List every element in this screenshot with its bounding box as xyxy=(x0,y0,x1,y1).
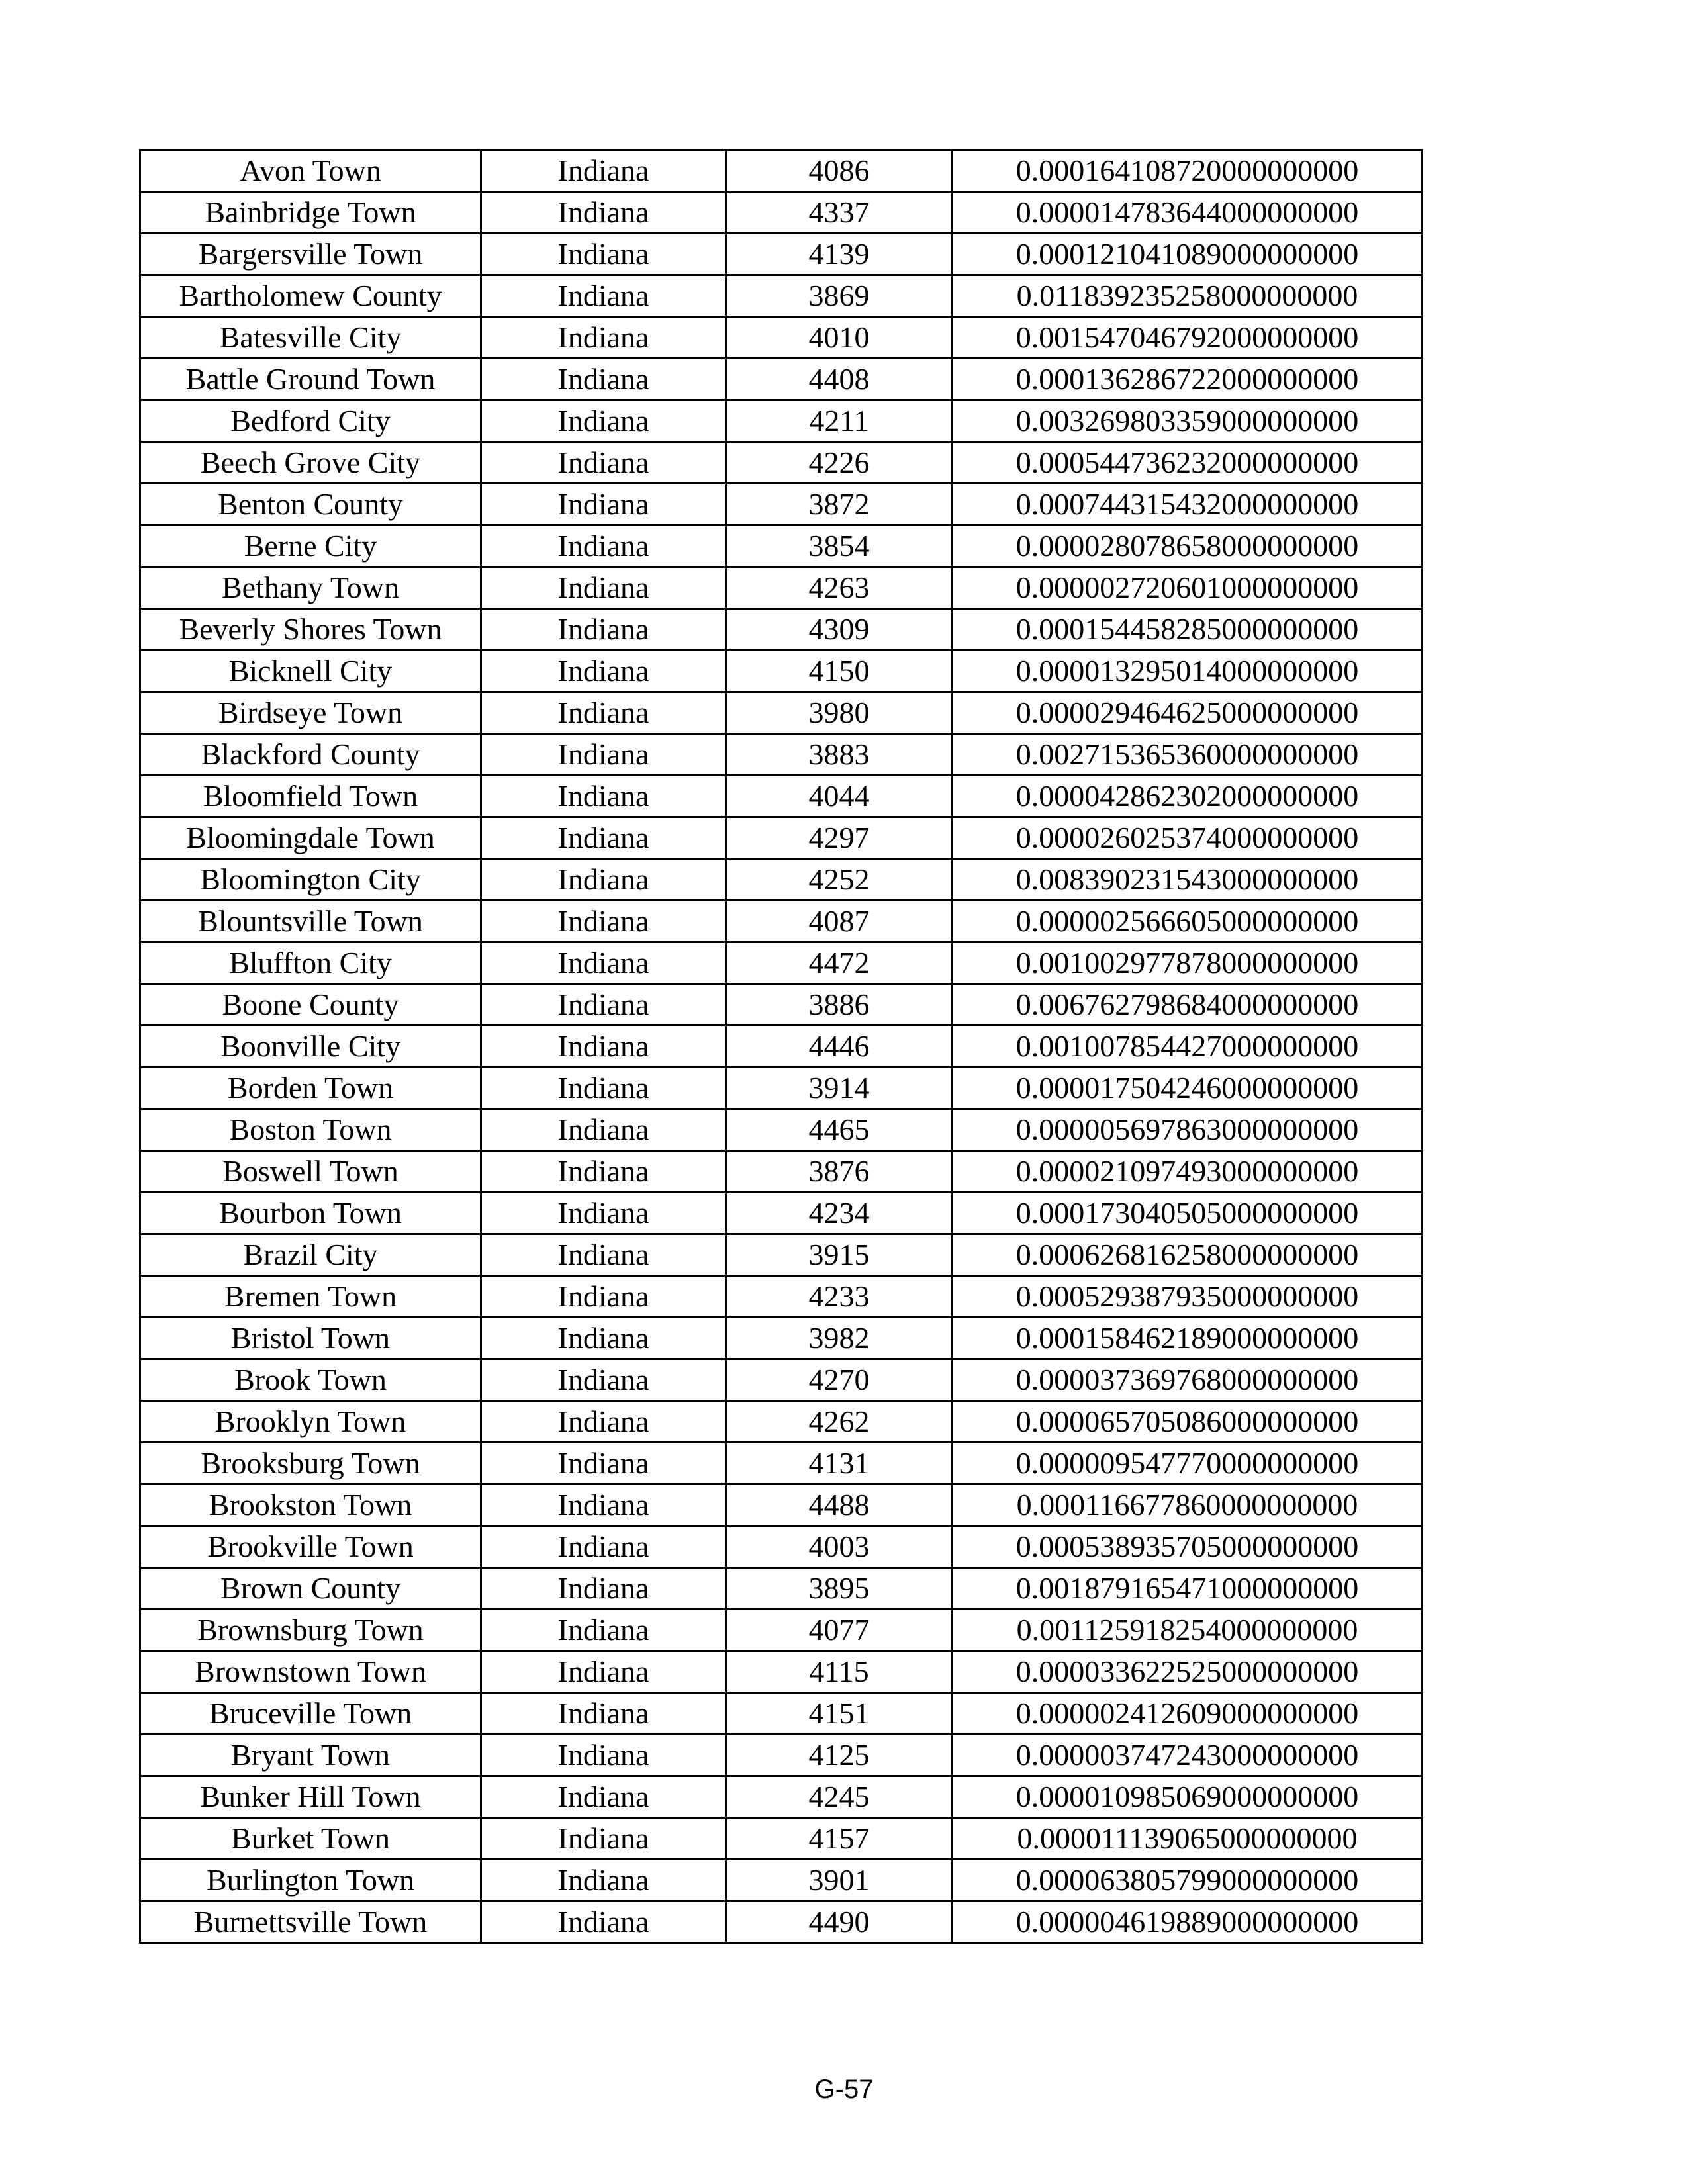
allocation-cell: 0.001125918254000000000 xyxy=(953,1610,1423,1651)
allocation-cell: 0.000063805799000000000 xyxy=(953,1860,1423,1901)
table-row xyxy=(140,817,1423,859)
state-cell: Indiana xyxy=(481,317,726,359)
table-row xyxy=(140,317,1423,359)
allocation-cell: 0.000017504246000000000 xyxy=(953,1068,1423,1109)
allocation-cell: 0.000173040505000000000 xyxy=(953,1193,1423,1234)
table-row xyxy=(140,1526,1423,1568)
state-cell: Indiana xyxy=(481,1818,726,1860)
entity-name-cell: Batesville City xyxy=(140,317,481,359)
state-cell: Indiana xyxy=(481,1484,726,1526)
id-cell: 3854 xyxy=(726,525,953,567)
id-cell: 4263 xyxy=(726,567,953,609)
allocation-cell: 0.001007854427000000000 xyxy=(953,1026,1423,1068)
allocation-cell: 0.008390231543000000000 xyxy=(953,859,1423,901)
entity-name-cell: Brazil City xyxy=(140,1234,481,1276)
state-cell: Indiana xyxy=(481,1318,726,1359)
state-cell: Indiana xyxy=(481,1443,726,1484)
id-cell: 4270 xyxy=(726,1359,953,1401)
state-cell: Indiana xyxy=(481,1068,726,1109)
state-cell: Indiana xyxy=(481,1193,726,1234)
allocation-cell: 0.000010985069000000000 xyxy=(953,1776,1423,1818)
state-cell: Indiana xyxy=(481,734,726,776)
id-cell: 4115 xyxy=(726,1651,953,1693)
allocation-cell: 0.011839235258000000000 xyxy=(953,275,1423,317)
allocation-cell: 0.001547046792000000000 xyxy=(953,317,1423,359)
state-cell: Indiana xyxy=(481,1151,726,1193)
table-row xyxy=(140,400,1423,442)
id-cell: 3895 xyxy=(726,1568,953,1610)
entity-name-cell: Brownstown Town xyxy=(140,1651,481,1693)
table-row xyxy=(140,859,1423,901)
allocation-cell: 0.000544736232000000000 xyxy=(953,442,1423,484)
state-cell: Indiana xyxy=(481,1610,726,1651)
entity-name-cell: Bruceville Town xyxy=(140,1693,481,1735)
id-cell: 4490 xyxy=(726,1901,953,1943)
allocation-cell: 0.000014783644000000000 xyxy=(953,192,1423,234)
id-cell: 4151 xyxy=(726,1693,953,1735)
id-cell: 4077 xyxy=(726,1610,953,1651)
id-cell: 4337 xyxy=(726,192,953,234)
entity-name-cell: Bargersville Town xyxy=(140,234,481,275)
entity-name-cell: Bainbridge Town xyxy=(140,192,481,234)
allocation-cell: 0.000744315432000000000 xyxy=(953,484,1423,525)
entity-name-cell: Bryant Town xyxy=(140,1735,481,1776)
allocation-cell: 0.000529387935000000000 xyxy=(953,1276,1423,1318)
state-cell: Indiana xyxy=(481,1276,726,1318)
table-row xyxy=(140,1484,1423,1526)
state-cell: Indiana xyxy=(481,1026,726,1068)
id-cell: 4446 xyxy=(726,1026,953,1068)
table-row xyxy=(140,984,1423,1026)
table-row xyxy=(140,1860,1423,1901)
allocation-cell: 0.000538935705000000000 xyxy=(953,1526,1423,1568)
allocation-cell: 0.000033622525000000000 xyxy=(953,1651,1423,1693)
entity-name-cell: Bloomingdale Town xyxy=(140,817,481,859)
allocation-cell: 0.000009547770000000000 xyxy=(953,1443,1423,1484)
table-body xyxy=(140,150,1423,1943)
table-row xyxy=(140,651,1423,692)
state-cell: Indiana xyxy=(481,1901,726,1943)
id-cell: 4211 xyxy=(726,400,953,442)
state-cell: Indiana xyxy=(481,692,726,734)
state-cell: Indiana xyxy=(481,1401,726,1443)
allocation-cell: 0.000158462189000000000 xyxy=(953,1318,1423,1359)
state-cell: Indiana xyxy=(481,275,726,317)
table-row xyxy=(140,442,1423,484)
entity-name-cell: Boswell Town xyxy=(140,1151,481,1193)
id-cell: 4157 xyxy=(726,1818,953,1860)
allocation-cell: 0.000121041089000000000 xyxy=(953,234,1423,275)
entity-name-cell: Beverly Shores Town xyxy=(140,609,481,651)
allocation-cell: 0.000013295014000000000 xyxy=(953,651,1423,692)
table-row xyxy=(140,1818,1423,1860)
id-cell: 4086 xyxy=(726,150,953,192)
entity-name-cell: Brooklyn Town xyxy=(140,1401,481,1443)
table-row xyxy=(140,1359,1423,1401)
state-cell: Indiana xyxy=(481,651,726,692)
id-cell: 4408 xyxy=(726,359,953,400)
entity-name-cell: Blackford County xyxy=(140,734,481,776)
id-cell: 4044 xyxy=(726,776,953,817)
state-cell: Indiana xyxy=(481,1359,726,1401)
id-cell: 4150 xyxy=(726,651,953,692)
table-row xyxy=(140,1735,1423,1776)
id-cell: 4297 xyxy=(726,817,953,859)
state-cell: Indiana xyxy=(481,942,726,984)
id-cell: 4245 xyxy=(726,1776,953,1818)
id-cell: 4087 xyxy=(726,901,953,942)
id-cell: 4309 xyxy=(726,609,953,651)
table-row xyxy=(140,567,1423,609)
table-row xyxy=(140,1693,1423,1735)
entity-name-cell: Benton County xyxy=(140,484,481,525)
entity-name-cell: Blountsville Town xyxy=(140,901,481,942)
id-cell: 3876 xyxy=(726,1151,953,1193)
entity-name-cell: Bloomington City xyxy=(140,859,481,901)
id-cell: 3982 xyxy=(726,1318,953,1359)
table-row xyxy=(140,234,1423,275)
allocation-cell: 0.002715365360000000000 xyxy=(953,734,1423,776)
allocation-cell: 0.000037369768000000000 xyxy=(953,1359,1423,1401)
entity-name-cell: Bristol Town xyxy=(140,1318,481,1359)
state-cell: Indiana xyxy=(481,776,726,817)
entity-name-cell: Battle Ground Town xyxy=(140,359,481,400)
page-number: G-57 xyxy=(814,2075,874,2104)
allocation-cell: 0.000065705086000000000 xyxy=(953,1401,1423,1443)
state-cell: Indiana xyxy=(481,859,726,901)
table-row xyxy=(140,1026,1423,1068)
id-cell: 3980 xyxy=(726,692,953,734)
table-row xyxy=(140,1610,1423,1651)
allocation-cell: 0.000626816258000000000 xyxy=(953,1234,1423,1276)
id-cell: 4262 xyxy=(726,1401,953,1443)
id-cell: 3915 xyxy=(726,1234,953,1276)
table-row xyxy=(140,1193,1423,1234)
state-cell: Indiana xyxy=(481,1109,726,1151)
allocation-cell: 0.000136286722000000000 xyxy=(953,359,1423,400)
entity-name-cell: Birdseye Town xyxy=(140,692,481,734)
state-cell: Indiana xyxy=(481,1776,726,1818)
entity-name-cell: Boone County xyxy=(140,984,481,1026)
id-cell: 3872 xyxy=(726,484,953,525)
table-row xyxy=(140,1776,1423,1818)
entity-name-cell: Brown County xyxy=(140,1568,481,1610)
table-row xyxy=(140,192,1423,234)
allocation-cell: 0.000004619889000000000 xyxy=(953,1901,1423,1943)
table-row xyxy=(140,1068,1423,1109)
table-row xyxy=(140,734,1423,776)
allocation-cell: 0.000116677860000000000 xyxy=(953,1484,1423,1526)
id-cell: 4465 xyxy=(726,1109,953,1151)
table-row xyxy=(140,1568,1423,1610)
state-cell: Indiana xyxy=(481,400,726,442)
entity-name-cell: Bluffton City xyxy=(140,942,481,984)
entity-name-cell: Bartholomew County xyxy=(140,275,481,317)
table-row xyxy=(140,484,1423,525)
id-cell: 4010 xyxy=(726,317,953,359)
entity-name-cell: Bethany Town xyxy=(140,567,481,609)
id-cell: 4488 xyxy=(726,1484,953,1526)
allocation-table xyxy=(139,149,1423,1944)
entity-name-cell: Brownsburg Town xyxy=(140,1610,481,1651)
allocation-cell: 0.000002566605000000000 xyxy=(953,901,1423,942)
state-cell: Indiana xyxy=(481,1735,726,1776)
table-row xyxy=(140,1234,1423,1276)
table-row xyxy=(140,776,1423,817)
entity-name-cell: Brooksburg Town xyxy=(140,1443,481,1484)
state-cell: Indiana xyxy=(481,567,726,609)
allocation-cell: 0.000164108720000000000 xyxy=(953,150,1423,192)
state-cell: Indiana xyxy=(481,234,726,275)
entity-name-cell: Berne City xyxy=(140,525,481,567)
id-cell: 3869 xyxy=(726,275,953,317)
state-cell: Indiana xyxy=(481,525,726,567)
allocation-cell: 0.006762798684000000000 xyxy=(953,984,1423,1026)
entity-name-cell: Bedford City xyxy=(140,400,481,442)
state-cell: Indiana xyxy=(481,1526,726,1568)
table-row xyxy=(140,1443,1423,1484)
entity-name-cell: Burnettsville Town xyxy=(140,1901,481,1943)
entity-name-cell: Bourbon Town xyxy=(140,1193,481,1234)
entity-name-cell: Boston Town xyxy=(140,1109,481,1151)
allocation-cell: 0.000029464625000000000 xyxy=(953,692,1423,734)
state-cell: Indiana xyxy=(481,1693,726,1735)
state-cell: Indiana xyxy=(481,817,726,859)
id-cell: 3914 xyxy=(726,1068,953,1109)
state-cell: Indiana xyxy=(481,1568,726,1610)
allocation-cell: 0.000026025374000000000 xyxy=(953,817,1423,859)
allocation-cell: 0.000011139065000000000 xyxy=(953,1818,1423,1860)
entity-name-cell: Brook Town xyxy=(140,1359,481,1401)
id-cell: 4125 xyxy=(726,1735,953,1776)
table-row xyxy=(140,1901,1423,1943)
state-cell: Indiana xyxy=(481,150,726,192)
allocation-cell: 0.000154458285000000000 xyxy=(953,609,1423,651)
id-cell: 3883 xyxy=(726,734,953,776)
id-cell: 3901 xyxy=(726,1860,953,1901)
state-cell: Indiana xyxy=(481,901,726,942)
entity-name-cell: Brookville Town xyxy=(140,1526,481,1568)
table-row xyxy=(140,359,1423,400)
state-cell: Indiana xyxy=(481,192,726,234)
id-cell: 4252 xyxy=(726,859,953,901)
entity-name-cell: Brookston Town xyxy=(140,1484,481,1526)
allocation-cell: 0.001879165471000000000 xyxy=(953,1568,1423,1610)
id-cell: 4131 xyxy=(726,1443,953,1484)
allocation-cell: 0.000002720601000000000 xyxy=(953,567,1423,609)
state-cell: Indiana xyxy=(481,609,726,651)
id-cell: 4472 xyxy=(726,942,953,984)
allocation-cell: 0.001002977878000000000 xyxy=(953,942,1423,984)
table-row xyxy=(140,1318,1423,1359)
allocation-cell: 0.000042862302000000000 xyxy=(953,776,1423,817)
table-row xyxy=(140,1276,1423,1318)
entity-name-cell: Bunker Hill Town xyxy=(140,1776,481,1818)
table-row xyxy=(140,901,1423,942)
state-cell: Indiana xyxy=(481,442,726,484)
allocation-cell: 0.000002412609000000000 xyxy=(953,1693,1423,1735)
state-cell: Indiana xyxy=(481,484,726,525)
table-row xyxy=(140,275,1423,317)
entity-name-cell: Bloomfield Town xyxy=(140,776,481,817)
table-row xyxy=(140,1151,1423,1193)
id-cell: 4226 xyxy=(726,442,953,484)
table-row xyxy=(140,1651,1423,1693)
entity-name-cell: Avon Town xyxy=(140,150,481,192)
state-cell: Indiana xyxy=(481,1234,726,1276)
state-cell: Indiana xyxy=(481,1860,726,1901)
id-cell: 4139 xyxy=(726,234,953,275)
state-cell: Indiana xyxy=(481,984,726,1026)
table-row xyxy=(140,609,1423,651)
entity-name-cell: Bremen Town xyxy=(140,1276,481,1318)
state-cell: Indiana xyxy=(481,1651,726,1693)
entity-name-cell: Burlington Town xyxy=(140,1860,481,1901)
entity-name-cell: Beech Grove City xyxy=(140,442,481,484)
allocation-cell: 0.000005697863000000000 xyxy=(953,1109,1423,1151)
allocation-cell: 0.000021097493000000000 xyxy=(953,1151,1423,1193)
id-cell: 3886 xyxy=(726,984,953,1026)
table-row xyxy=(140,692,1423,734)
entity-name-cell: Boonville City xyxy=(140,1026,481,1068)
state-cell: Indiana xyxy=(481,359,726,400)
id-cell: 4234 xyxy=(726,1193,953,1234)
allocation-cell: 0.000003747243000000000 xyxy=(953,1735,1423,1776)
allocation-cell: 0.000028078658000000000 xyxy=(953,525,1423,567)
id-cell: 4233 xyxy=(726,1276,953,1318)
table-row xyxy=(140,942,1423,984)
id-cell: 4003 xyxy=(726,1526,953,1568)
entity-name-cell: Burket Town xyxy=(140,1818,481,1860)
table-row xyxy=(140,1401,1423,1443)
entity-name-cell: Bicknell City xyxy=(140,651,481,692)
allocation-cell: 0.003269803359000000000 xyxy=(953,400,1423,442)
entity-name-cell: Borden Town xyxy=(140,1068,481,1109)
table-row xyxy=(140,525,1423,567)
table-row xyxy=(140,1109,1423,1151)
table-row xyxy=(140,150,1423,192)
